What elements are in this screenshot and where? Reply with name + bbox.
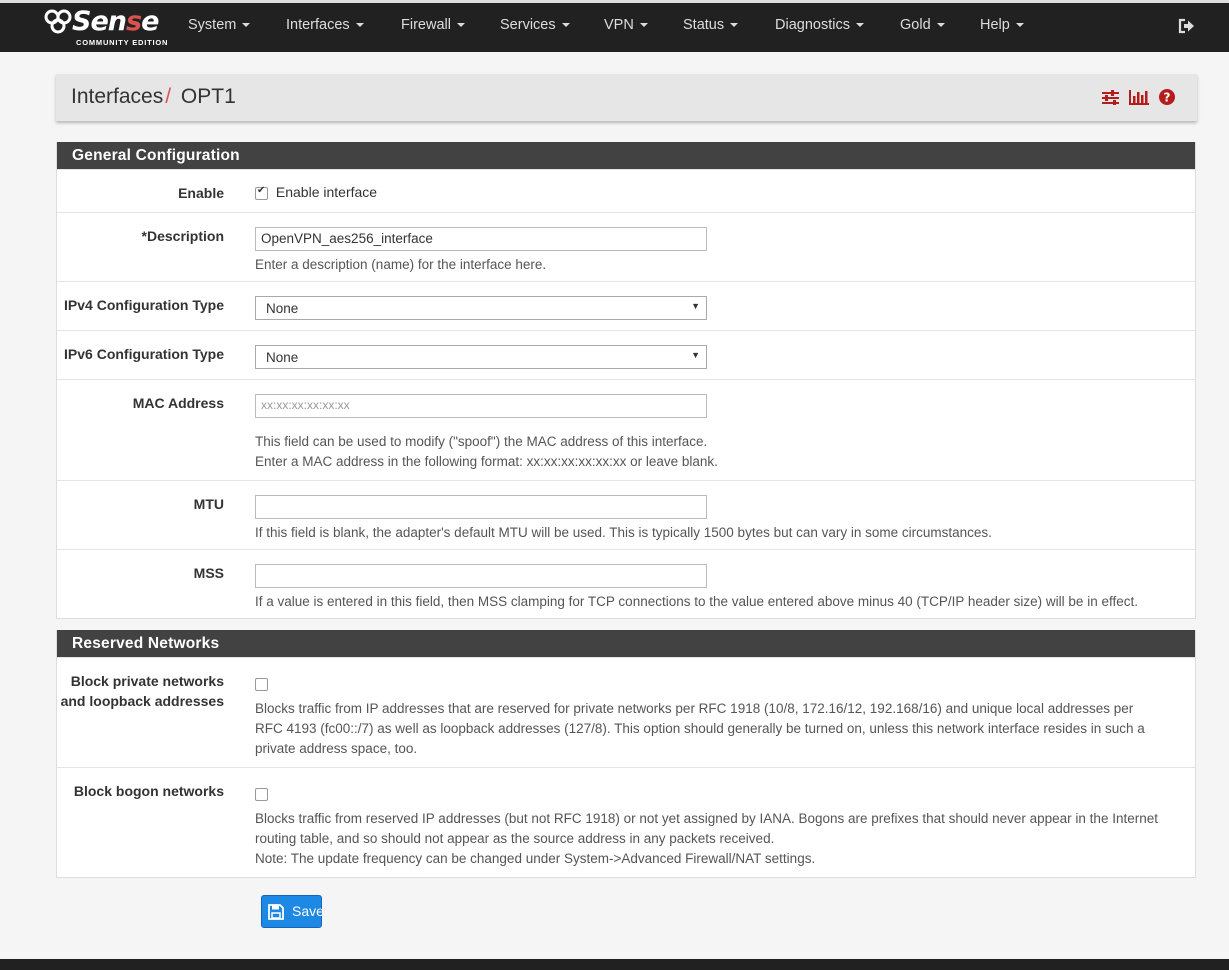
dropdown-arrow-icon: ▼ — [691, 301, 700, 311]
ipv4-label: IPv4 Configuration Type — [64, 297, 224, 313]
mss-label: MSS — [193, 565, 224, 581]
logo-wordmark: Sense — [72, 6, 159, 37]
ipv6-selected-value: None — [266, 350, 299, 365]
block-bogon-row — [57, 767, 1195, 877]
svg-text:?: ? — [1163, 90, 1171, 105]
mss-row — [57, 549, 1195, 618]
caret-down-icon — [730, 23, 738, 27]
ipv4-selected-value: None — [266, 301, 299, 316]
logo-icon — [44, 9, 74, 35]
block-bogon-label: Block bogon networks — [73, 783, 224, 799]
description-help: Enter a description (name) for the interface here. — [255, 257, 547, 272]
panel-heading: Reserved Networks — [57, 630, 1195, 657]
nav-system[interactable]: System — [188, 17, 250, 33]
caret-down-icon — [856, 23, 864, 27]
description-row — [57, 212, 1195, 281]
mac-help-1: This field can be used to modify ("spoof") the MAC address of this interface. — [255, 434, 708, 449]
caret-down-icon — [1016, 23, 1024, 27]
panel-heading: General Configuration — [57, 142, 1195, 169]
mtu-row — [57, 480, 1195, 549]
ipv6-type-select[interactable] — [255, 345, 707, 369]
nav-gold[interactable]: Gold — [900, 17, 945, 33]
breadcrumb-separator: / — [165, 85, 172, 108]
nav-help[interactable]: Help — [980, 17, 1024, 33]
nav-status[interactable]: Status — [683, 17, 738, 33]
help-icon[interactable] — [1159, 89, 1175, 108]
mac-address-input[interactable]: xx:xx:xx:xx:xx:xx — [255, 394, 707, 418]
mtu-help: If this field is blank, the adapter's default MTU will be used. This is typically 1500 bytes but can vary in some circumstances. — [255, 525, 992, 540]
block-private-help-3: private address space, too. — [255, 741, 418, 756]
caret-down-icon — [356, 23, 364, 27]
logo-edition: COMMUNITY EDITION — [76, 38, 169, 47]
navbar — [0, 3, 1229, 52]
breadcrumb-interfaces[interactable]: Interfaces — [71, 85, 164, 108]
mac-row — [57, 379, 1195, 480]
caret-down-icon — [937, 23, 945, 27]
nav-services[interactable]: Services — [500, 17, 570, 33]
breadcrumb-current: OPT1 — [180, 85, 236, 108]
nav-firewall[interactable]: Firewall — [401, 17, 465, 33]
ipv6-row — [57, 330, 1195, 379]
caret-down-icon — [457, 23, 465, 27]
save-button-label: Save — [292, 903, 324, 919]
general-configuration-panel — [56, 142, 1196, 619]
nav-diagnostics[interactable]: Diagnostics — [775, 17, 864, 33]
mss-help: If a value is entered in this field, then MSS clamping for TCP connections to the value entered above minus 40 (TCP/IP header size) will be in effect. — [255, 594, 1138, 609]
enable-checkbox-label: Enable interface — [275, 184, 378, 200]
save-button[interactable] — [261, 895, 322, 928]
save-icon — [268, 904, 284, 920]
caret-down-icon — [562, 23, 570, 27]
footer-bar — [0, 959, 1229, 970]
bar-chart-icon[interactable] — [1129, 90, 1149, 108]
caret-down-icon — [242, 23, 250, 27]
nav-interfaces[interactable]: Interfaces — [286, 17, 364, 33]
block-bogon-help-3: Note: The update frequency can be changed under System->Advanced Firewall/NAT settings. — [255, 851, 816, 866]
block-private-checkbox[interactable] — [255, 678, 268, 691]
page-title — [71, 85, 236, 109]
block-private-row — [57, 657, 1195, 767]
mtu-label: MTU — [193, 496, 224, 512]
ipv6-label: IPv6 Configuration Type — [64, 346, 224, 362]
enable-checkbox[interactable] — [255, 187, 268, 200]
nav-vpn[interactable]: VPN — [604, 17, 648, 33]
reserved-networks-panel — [56, 630, 1196, 878]
block-private-help-2: RFC 4193 (fc00::/7) as well as loopback addresses (127/8). This option should generally be turned on, unless this network interface resides in such a — [255, 721, 1145, 736]
brand-logo[interactable] — [44, 6, 169, 48]
block-bogon-help-2: routing table, and so should not appear as the source address in any packets received. — [255, 831, 775, 846]
breadcrumb — [56, 74, 1197, 121]
sliders-icon[interactable] — [1102, 90, 1119, 108]
mac-help-2: Enter a MAC address in the following format: xx:xx:xx:xx:xx:xx or leave blank. — [255, 454, 718, 469]
description-label: *Description — [141, 228, 224, 244]
mss-input[interactable] — [255, 564, 707, 588]
block-private-help-1: Blocks traffic from IP addresses that are reserved for private networks per RFC 1918 (10/8, 172.16/12, 192.168/16) and unique local addresses per — [255, 701, 1134, 716]
enable-label: Enable — [178, 185, 224, 201]
enable-row — [57, 169, 1195, 212]
block-bogon-help-1: Blocks traffic from reserved IP addresses (but not RFC 1918) or not yet assigned by IANA. Bogons are prefixes that should never appear in the Internet — [255, 811, 1158, 826]
mtu-input[interactable] — [255, 495, 707, 519]
block-private-label: Block private networks and loopback addresses — [60, 673, 224, 709]
mac-label: MAC Address — [132, 395, 224, 411]
caret-down-icon — [640, 23, 648, 27]
ipv4-row — [57, 281, 1195, 330]
block-bogon-checkbox[interactable] — [255, 788, 268, 801]
description-input[interactable]: OpenVPN_aes256_interface — [255, 227, 707, 251]
ipv4-type-select[interactable] — [255, 296, 707, 320]
dropdown-arrow-icon: ▼ — [691, 350, 700, 360]
logout-icon[interactable] — [1178, 18, 1195, 37]
